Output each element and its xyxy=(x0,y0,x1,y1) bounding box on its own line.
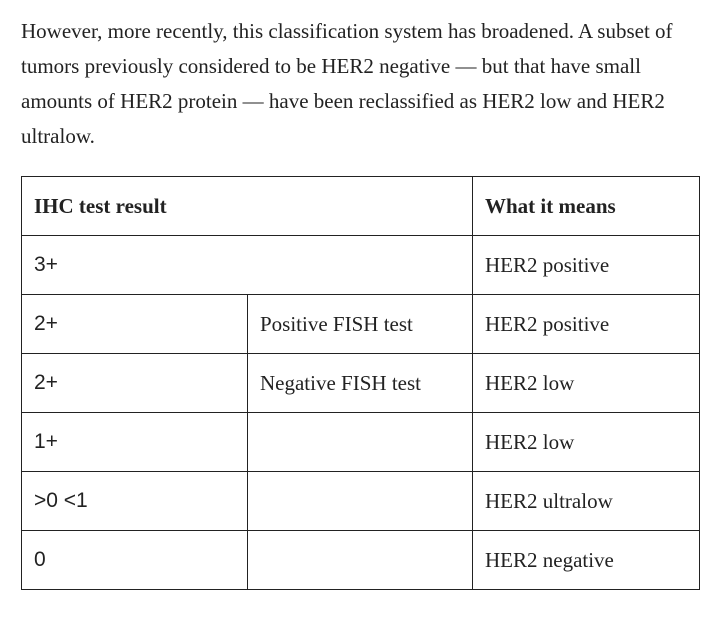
meaning-cell: HER2 negative xyxy=(473,531,700,590)
intro-paragraph: However, more recently, this classification system has broadened. A subset of tumors previously considered to be HER2 negative — but that have small amounts of HER2 protein — have been reclassified as HER2 low and HER2 ultralow. xyxy=(21,19,673,148)
table-row xyxy=(22,236,700,295)
ihc-score-cell: 2+ xyxy=(22,295,248,354)
table-header-row xyxy=(22,177,700,236)
table-row xyxy=(22,531,700,590)
table-row xyxy=(22,413,700,472)
table-row xyxy=(22,354,700,413)
her2-classification-table xyxy=(21,176,700,590)
fish-result-cell: Positive FISH test xyxy=(248,295,473,354)
ihc-score-cell: 1+ xyxy=(22,413,248,472)
table-row xyxy=(22,472,700,531)
meaning-cell: HER2 low xyxy=(473,413,700,472)
ihc-score-cell: 2+ xyxy=(22,354,248,413)
fish-result-cell: Negative FISH test xyxy=(248,354,473,413)
table-row xyxy=(22,295,700,354)
fish-result-cell xyxy=(248,413,473,472)
fish-result-cell xyxy=(248,531,473,590)
fish-result-cell xyxy=(248,472,473,531)
ihc-score-cell: 3+ xyxy=(22,236,473,295)
meaning-cell: HER2 low xyxy=(473,354,700,413)
meaning-cell: HER2 positive xyxy=(473,236,700,295)
ihc-score-cell: 0 xyxy=(22,531,248,590)
header-what-it-means: What it means xyxy=(473,177,700,236)
meaning-cell: HER2 ultralow xyxy=(473,472,700,531)
header-ihc-test-result: IHC test result xyxy=(22,177,473,236)
meaning-cell: HER2 positive xyxy=(473,295,700,354)
ihc-score-cell: >0 <1 xyxy=(22,472,248,531)
